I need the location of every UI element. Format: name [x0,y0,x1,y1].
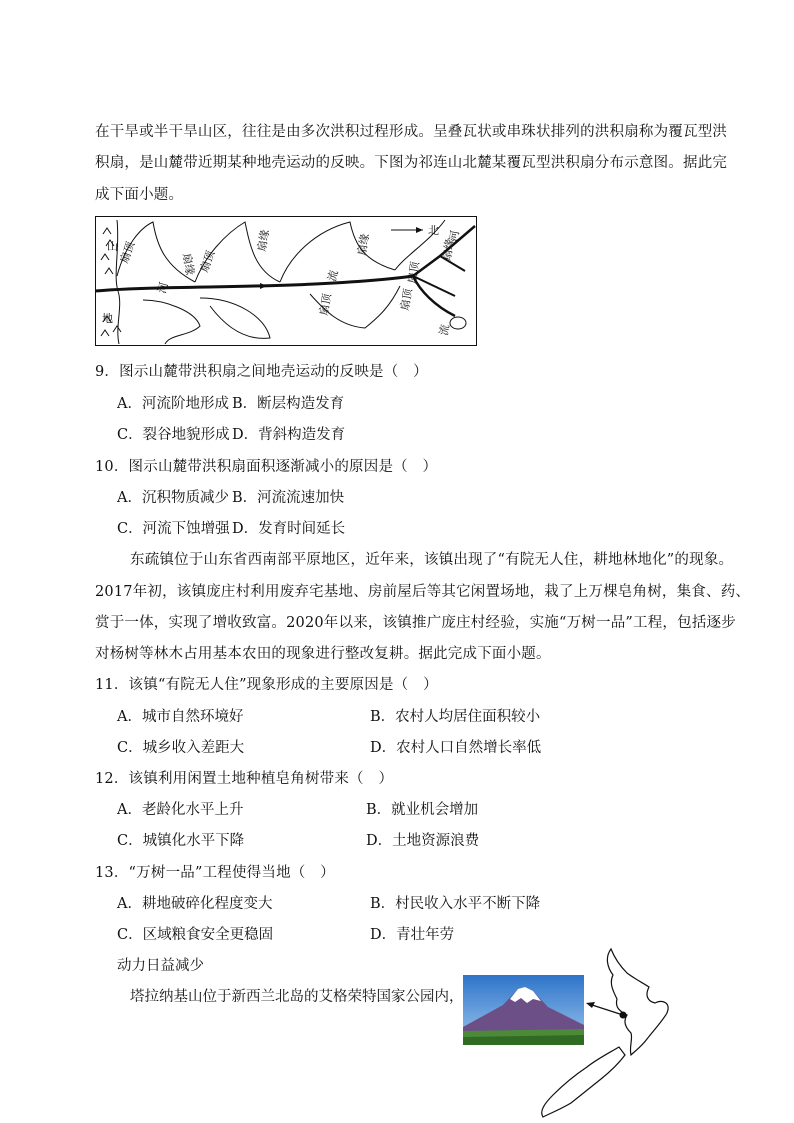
passage2-line-4: 对杨树等林木占用基本农田的现象进行整改复耕。据此完成下面小题。 [95,646,551,662]
q12-stem: 12．该镇利用闲置土地种植皂角树带来（ ） [95,771,394,787]
q10-option-a[interactable]: A．沉积物质减少 [117,490,229,506]
q13-stem: 13．“万树一品”工程使得当地（ ） [95,865,335,881]
fan-label-6: 扇顶 [317,292,334,317]
intro-line-2: 积扇，是山麓带近期某种地壳运动的反映。下图为祁连山北麓某覆瓦型洪积扇分布示意图。据此完 [95,155,728,171]
q13-option-b[interactable]: B．村民收入水平不断下降 [370,896,541,912]
alluvial-fan-map [95,216,477,346]
fan-label-1: 扇顶 [117,239,138,266]
intro-line-1: 在干旱或半干旱山区，往往是由多次洪积过程形成。呈叠瓦状或串珠状排列的洪积扇称为覆瓦型洪 [95,124,728,140]
intro-line-3: 成下面小题。 [95,187,184,203]
q11-option-a[interactable]: A．城市自然环境好 [117,709,244,725]
river-label-liu-2: 流 [437,323,452,337]
q11-option-b[interactable]: B．农村人均居住面积较小 [370,709,541,725]
passage2-line-1: 东疏镇位于山东省西南部平原地区，近年来，该镇出现了“有院无人住，耕地林地化”的现象。 [130,552,734,568]
q9-option-d[interactable]: D．背斜构造发育 [232,427,346,443]
fan-label-7: 扇顶 [398,287,415,312]
fan-label-5: 扇缘 [355,232,372,257]
passage2-line-3: 赏于一体，实现了增收致富。2020年以来，该镇推广庞庄村经验，实施“万树一品”工程，包括逐步 [95,615,736,631]
fan-label-8: 扇缘 [440,237,457,262]
q9-option-c[interactable]: C．裂谷地貌形成 [117,427,230,443]
q9-stem: 9．图示山麓带洪积扇之间地壳运动的反映是（ ） [95,364,428,380]
q10-option-b[interactable]: B．河流流速加快 [232,490,345,506]
q10-option-d[interactable]: D．发育时间延长 [232,521,346,537]
q9-option-a[interactable]: A．河流阶地形成 [117,396,229,412]
q13-option-d-continued: 动力日益减少 [117,958,204,974]
q13-option-d[interactable]: D．青壮年劳 [370,927,455,943]
q11-option-d[interactable]: D．农村人口自然增长率低 [370,740,542,756]
fan-label-9: 扇顶 [405,260,422,285]
q12-option-c[interactable]: C．城镇化水平下降 [117,833,245,849]
passage3-line-1: 塔拉纳基山位于新西兰北岛的艾格荣特国家公园内， [130,989,464,1005]
q13-option-a[interactable]: A．耕地破碎化程度变大 [117,896,273,912]
river-label-he-2: 河 [447,229,462,243]
new-zealand-map [535,943,695,1121]
q9-option-b[interactable]: B．断层构造发育 [232,396,345,412]
q10-stem: 10．图示山麓带洪积扇面积逐渐减小的原因是（ ） [95,459,438,475]
river-label-liu-1: 流 [325,268,341,283]
mountain-label: 山 [107,240,118,253]
fan-label-4: 扇缘 [255,228,272,253]
north-label: 北 [428,224,439,237]
q13-option-c[interactable]: C．区域粮食安全更稳固 [117,927,274,943]
q12-option-d[interactable]: D．土地资源浪费 [366,833,480,849]
q12-option-b[interactable]: B．就业机会增加 [366,802,479,818]
fan-label-3: 扇顶 [197,248,218,275]
passage2-line-2: 2017年初，该镇庞庄村利用废弃宅基地、房前屋后等其它闲置场地，栽了上万棵皂角树，集食、药、 [95,584,751,600]
q12-option-a[interactable]: A．老龄化水平上升 [117,802,244,818]
land-label: 地 [102,312,113,325]
q11-stem: 11．该镇“有院无人住”现象形成的主要原因是（ ） [95,677,438,693]
fan-label-2: 扇缘 [180,252,197,277]
q11-option-c[interactable]: C．城乡收入差距大 [117,740,245,756]
river-label-he-1: 河 [155,280,171,295]
q10-option-c[interactable]: C．河流下蚀增强 [117,521,230,537]
